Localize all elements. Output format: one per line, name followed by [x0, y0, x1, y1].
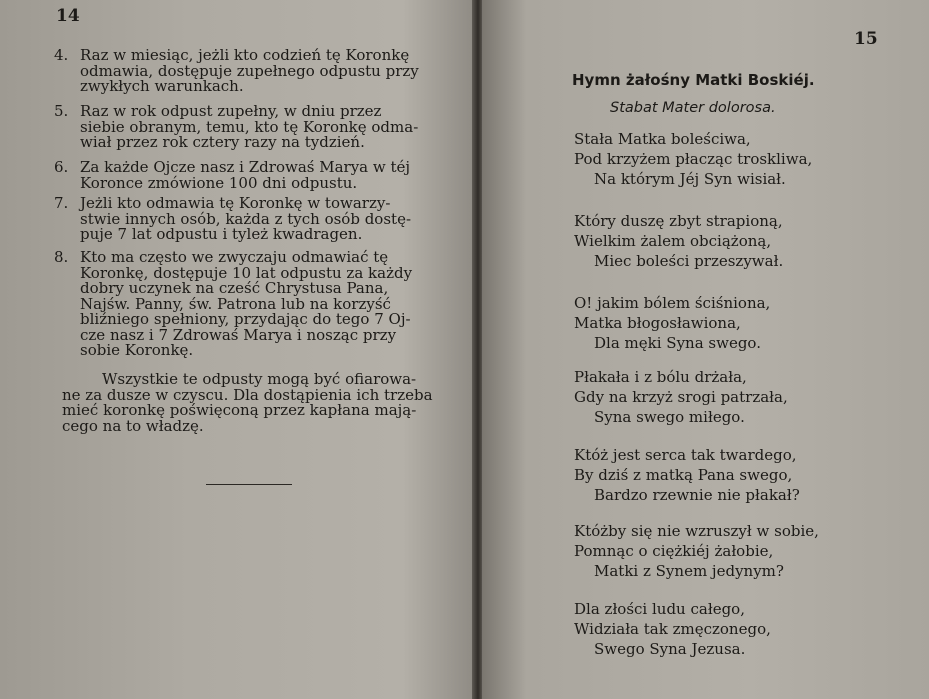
verse-line: Wielkim żalem obciążoną,: [574, 232, 772, 250]
item-number: 7.: [54, 194, 69, 212]
verse-line: Matki z Synem jedynym?: [594, 562, 784, 580]
section-divider: [206, 484, 292, 485]
item-text: [80, 250, 438, 359]
verse-line: Dla męki Syna swego.: [594, 334, 761, 352]
text-line: wiał przez rok cztery razy na tydzień.: [80, 133, 365, 151]
verse-line: Widziała tak zmęczonego,: [574, 620, 771, 638]
text-line: zwykłych warunkach.: [80, 77, 244, 95]
verse-line: Dla złości ludu całego,: [574, 600, 745, 618]
verse-line: Któżby się nie wzruszył w sobie,: [574, 522, 819, 540]
verse-line: Pomnąc o ciężkiéj żałobie,: [574, 542, 774, 560]
item-text: [80, 196, 438, 243]
stanza: [574, 211, 783, 271]
verse-line: Swego Syna Jezusa.: [594, 640, 746, 658]
text-line: mieć koronkę poświęconą przez kapłana mają-: [62, 401, 417, 419]
text-line: bliźniego spełniony, przydając do tego 7 Oj-: [80, 310, 411, 328]
item-text: [80, 104, 438, 151]
item-number: 8.: [54, 248, 69, 266]
item-number: 4.: [54, 46, 69, 64]
stanza: [574, 129, 812, 189]
verse-line: Bardzo rzewnie nie płakał?: [594, 486, 800, 504]
verse-line: Syna swego miłego.: [594, 408, 745, 426]
stanza: [574, 293, 770, 353]
hymn-subtitle: Stabat Mater dolorosa.: [610, 100, 776, 116]
stanza: [574, 367, 788, 427]
text-line: sobie Koronkę.: [80, 341, 194, 359]
text-line: siebie obranym, temu, kto tę Koronkę odma-: [80, 117, 419, 136]
verse-line: O! jakim bólem ściśniona,: [574, 294, 771, 312]
text-line: puje 7 lat odpustu i tyleż kwadragen.: [80, 225, 363, 243]
verse-line: Pod krzyżem płacząc troskliwa,: [574, 150, 813, 168]
verse-line: Matka błogosławiona,: [574, 314, 741, 332]
text-line: Raz w miesiąc, jeżli kto codzień tę Koronkę: [80, 46, 410, 64]
text-line: ne za dusze w czyscu. Dla dostąpienia ich trzeba: [62, 385, 433, 404]
text-line: Najśw. Panny, św. Patrona lub na korzyść: [80, 294, 391, 313]
text-line: odmawia, dostępuje zupełnego odpustu przy: [80, 61, 419, 80]
text-line: Koronce zmówione 100 dni odpustu.: [80, 173, 358, 192]
item-text: [80, 160, 438, 191]
text-line: cze nasz i 7 Zdrowaś Marya i nosząc przy: [80, 325, 397, 344]
item-number: 5.: [54, 102, 69, 120]
hymn-title: Hymn żałośny Matki Boskiéj.: [572, 71, 815, 89]
stanza: [574, 599, 771, 659]
item-text: [80, 48, 438, 95]
verse-line: By dziś z matką Pana swego,: [574, 466, 793, 484]
stanza: [574, 445, 800, 505]
text-line: Za każde Ojcze nasz i Zdrowaś Marya w téj: [80, 158, 411, 176]
text-line: stwie innych osób, każda z tych osób dostę-: [80, 209, 412, 228]
right-page: [482, 0, 929, 699]
verse-line: Stała Matka boleściwa,: [574, 130, 751, 148]
text-line: Wszystkie te odpusty mogą być ofiarowa-: [102, 370, 417, 388]
text-line: Jeżli kto odmawia tę Koronkę w towarzy-: [80, 194, 391, 212]
verse-line: Gdy na krzyż srogi patrzała,: [574, 388, 788, 406]
verse-line: Miec boleści przeszywał.: [594, 252, 784, 270]
verse-line: Płakała i z bólu drżała,: [574, 368, 747, 386]
text-line: dobry uczynek na cześć Chrystusa Pana,: [80, 279, 389, 297]
closing-paragraph: [62, 372, 442, 434]
page-number: 14: [56, 6, 80, 26]
stanza: [574, 521, 819, 581]
page-number: 15: [854, 29, 878, 49]
verse-line: Który duszę zbyt strapioną,: [574, 212, 783, 230]
text-line: Koronkę, dostępuje 10 lat odpustu za każdy: [80, 263, 413, 282]
text-line: Kto ma często we zwyczaju odmawiać tę: [80, 248, 389, 266]
text-line: Raz w rok odpust zupełny, w dniu przez: [80, 102, 382, 120]
verse-line: Któż jest serca tak twardego,: [574, 446, 797, 464]
item-number: 6.: [54, 158, 69, 176]
verse-line: Na którym Jéj Syn wisiał.: [594, 170, 786, 188]
text-line: cego na to władzę.: [62, 416, 204, 435]
